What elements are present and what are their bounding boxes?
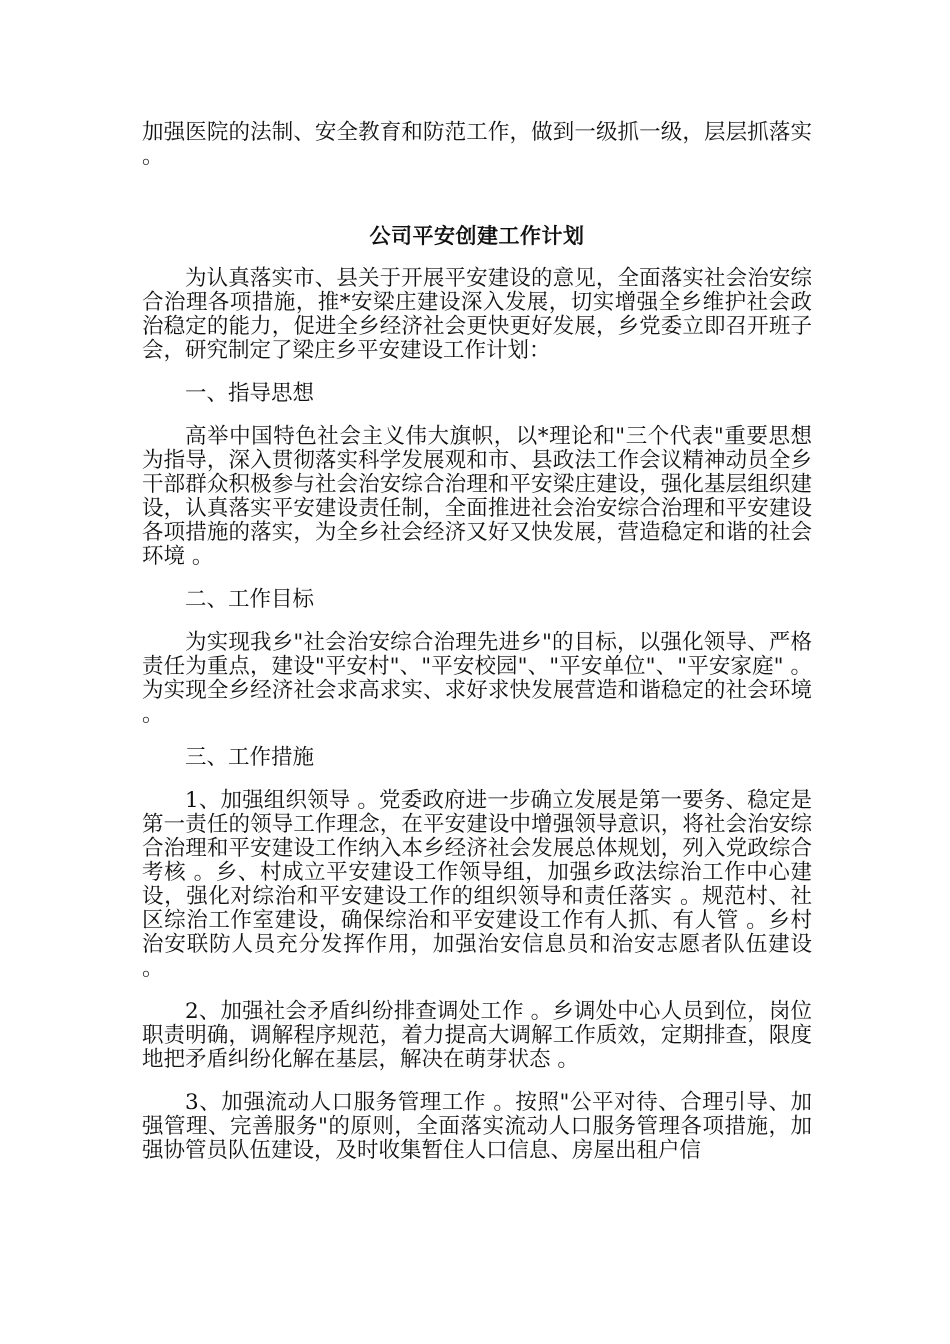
measure-paragraph-2: 2、加强社会矛盾纠纷排查调处工作 。乡调处中心人员到位，岗位职责明确，调解程序规范，着力提高大调解工作质效，定期排查，限度地把矛盾纠纷化解在基层，解决在萌芽状态 。 — [142, 999, 812, 1072]
section-heading-3: 三、工作措施 — [185, 745, 315, 770]
section-2-paragraph: 为实现我乡"社会治安综合治理先进乡"的目标，以强化领导、严格责任为重点，建设"平安村"、"平安校园"、"平安单位"、"平安家庭" 。为实现全乡经济社会求高求实、求好求快发展营造和谐稳定的社会环境 。 — [142, 630, 812, 727]
intro-tail-paragraph: 加强医院的法制、安全教育和防范工作，做到一级抓一级，层层抓落实 。 — [142, 120, 812, 169]
document-title: 公司平安创建工作计划 — [369, 224, 585, 248]
opening-paragraph: 为认真落实市、县关于开展平安建设的意见，全面落实社会治安综合治理各项措施，推*安梁庄建设深入发展，切实增强全乡维护社会政治稳定的能力，促进全乡经济社会更快更好发展，乡党委立即召开班子会，研究制定了梁庄乡平安建设工作计划： — [142, 266, 812, 363]
section-heading-2: 二、工作目标 — [185, 587, 315, 612]
section-1-paragraph: 高举中国特色社会主义伟大旗帜，以*理论和"三个代表"重要思想为指导，深入贯彻落实科学发展观和市、县政法工作会议精神动员全乡干部群众积极参与社会治安综合治理和平安梁庄建设，强化基层组织建设，认真落实平安建设责任制，全面推进社会治安综合治理和平安建设各项措施的落实，为全乡社会经济又好又快发展，营造稳定和谐的社会环境 。 — [142, 424, 812, 569]
measure-paragraph-1: 1、加强组织领导 。党委政府进一步确立发展是第一要务、稳定是第一责任的领导工作理念，在平安建设中增强领导意识，将社会治安综合治理和平安建设工作纳入本乡经济社会发展总体规划，列入党政综合考核 。乡、村成立平安建设工作领导组，加强乡政法综治工作中心建设，强化对综治和平安建设工作的组织领导和责任落实 。规范村、社区综治工作室建设，确保综治和平安建设工作有人抓、有人管 。乡村治安联防人员充分发挥作用，加强治安信息员和治安志愿者队伍建设 。 — [142, 788, 812, 981]
measure-paragraph-3: 3、加强流动人口服务管理工作 。按照"公平对待、合理引导、加强管理、完善服务"的原则，全面落实流动人口服务管理各项措施，加强协管员队伍建设，及时收集暂住人口信息、房屋出租户信 — [142, 1090, 812, 1163]
section-heading-1: 一、指导思想 — [185, 381, 315, 406]
